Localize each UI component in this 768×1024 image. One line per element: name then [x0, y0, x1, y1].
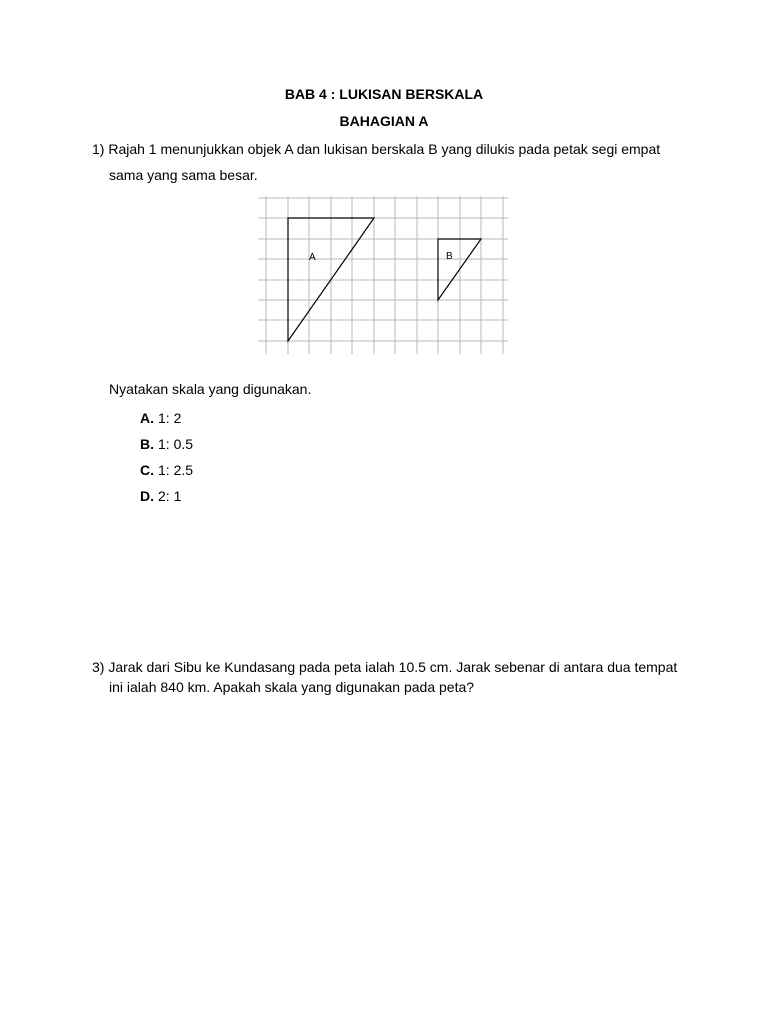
question-1-line-2: sama yang sama besar. — [109, 167, 258, 183]
option-b-text: 1: 0.5 — [158, 436, 194, 452]
option-a-text: 1: 2 — [158, 410, 182, 426]
question-3-text — [92, 657, 702, 697]
option-b-letter: B. — [140, 436, 154, 452]
question-1-line-1: 1) Rajah 1 menunjukkan objek A dan lukisan berskala B yang dilukis pada petak segi empat — [92, 141, 661, 157]
answer-options — [140, 405, 193, 509]
question-1-text — [92, 136, 692, 188]
option-c — [140, 457, 193, 483]
option-b — [140, 431, 193, 457]
option-d-text: 2: 1 — [158, 488, 182, 504]
section-title: BAHAGIAN A — [339, 113, 429, 129]
question-3-line-2: ini ialah 840 km. Apakah skala yang digunakan pada peta? — [109, 679, 475, 695]
option-a — [140, 405, 193, 431]
option-d — [140, 483, 193, 509]
triangle-a-label: A — [309, 252, 316, 263]
option-a-letter: A. — [140, 410, 154, 426]
question-3-line-1: 3) Jarak dari Sibu ke Kundasang pada peta ialah 10.5 cm. Jarak sebenar di antara dua tempat — [92, 659, 678, 675]
option-c-letter: C. — [140, 462, 154, 478]
triangle-b-label: B — [446, 251, 453, 262]
chapter-title: BAB 4 : LUKISAN BERSKALA — [284, 86, 484, 102]
grid-figure — [258, 192, 510, 354]
question-1-prompt: Nyatakan skala yang digunakan. — [109, 381, 312, 397]
option-d-letter: D. — [140, 488, 154, 504]
option-c-text: 1: 2.5 — [158, 462, 194, 478]
